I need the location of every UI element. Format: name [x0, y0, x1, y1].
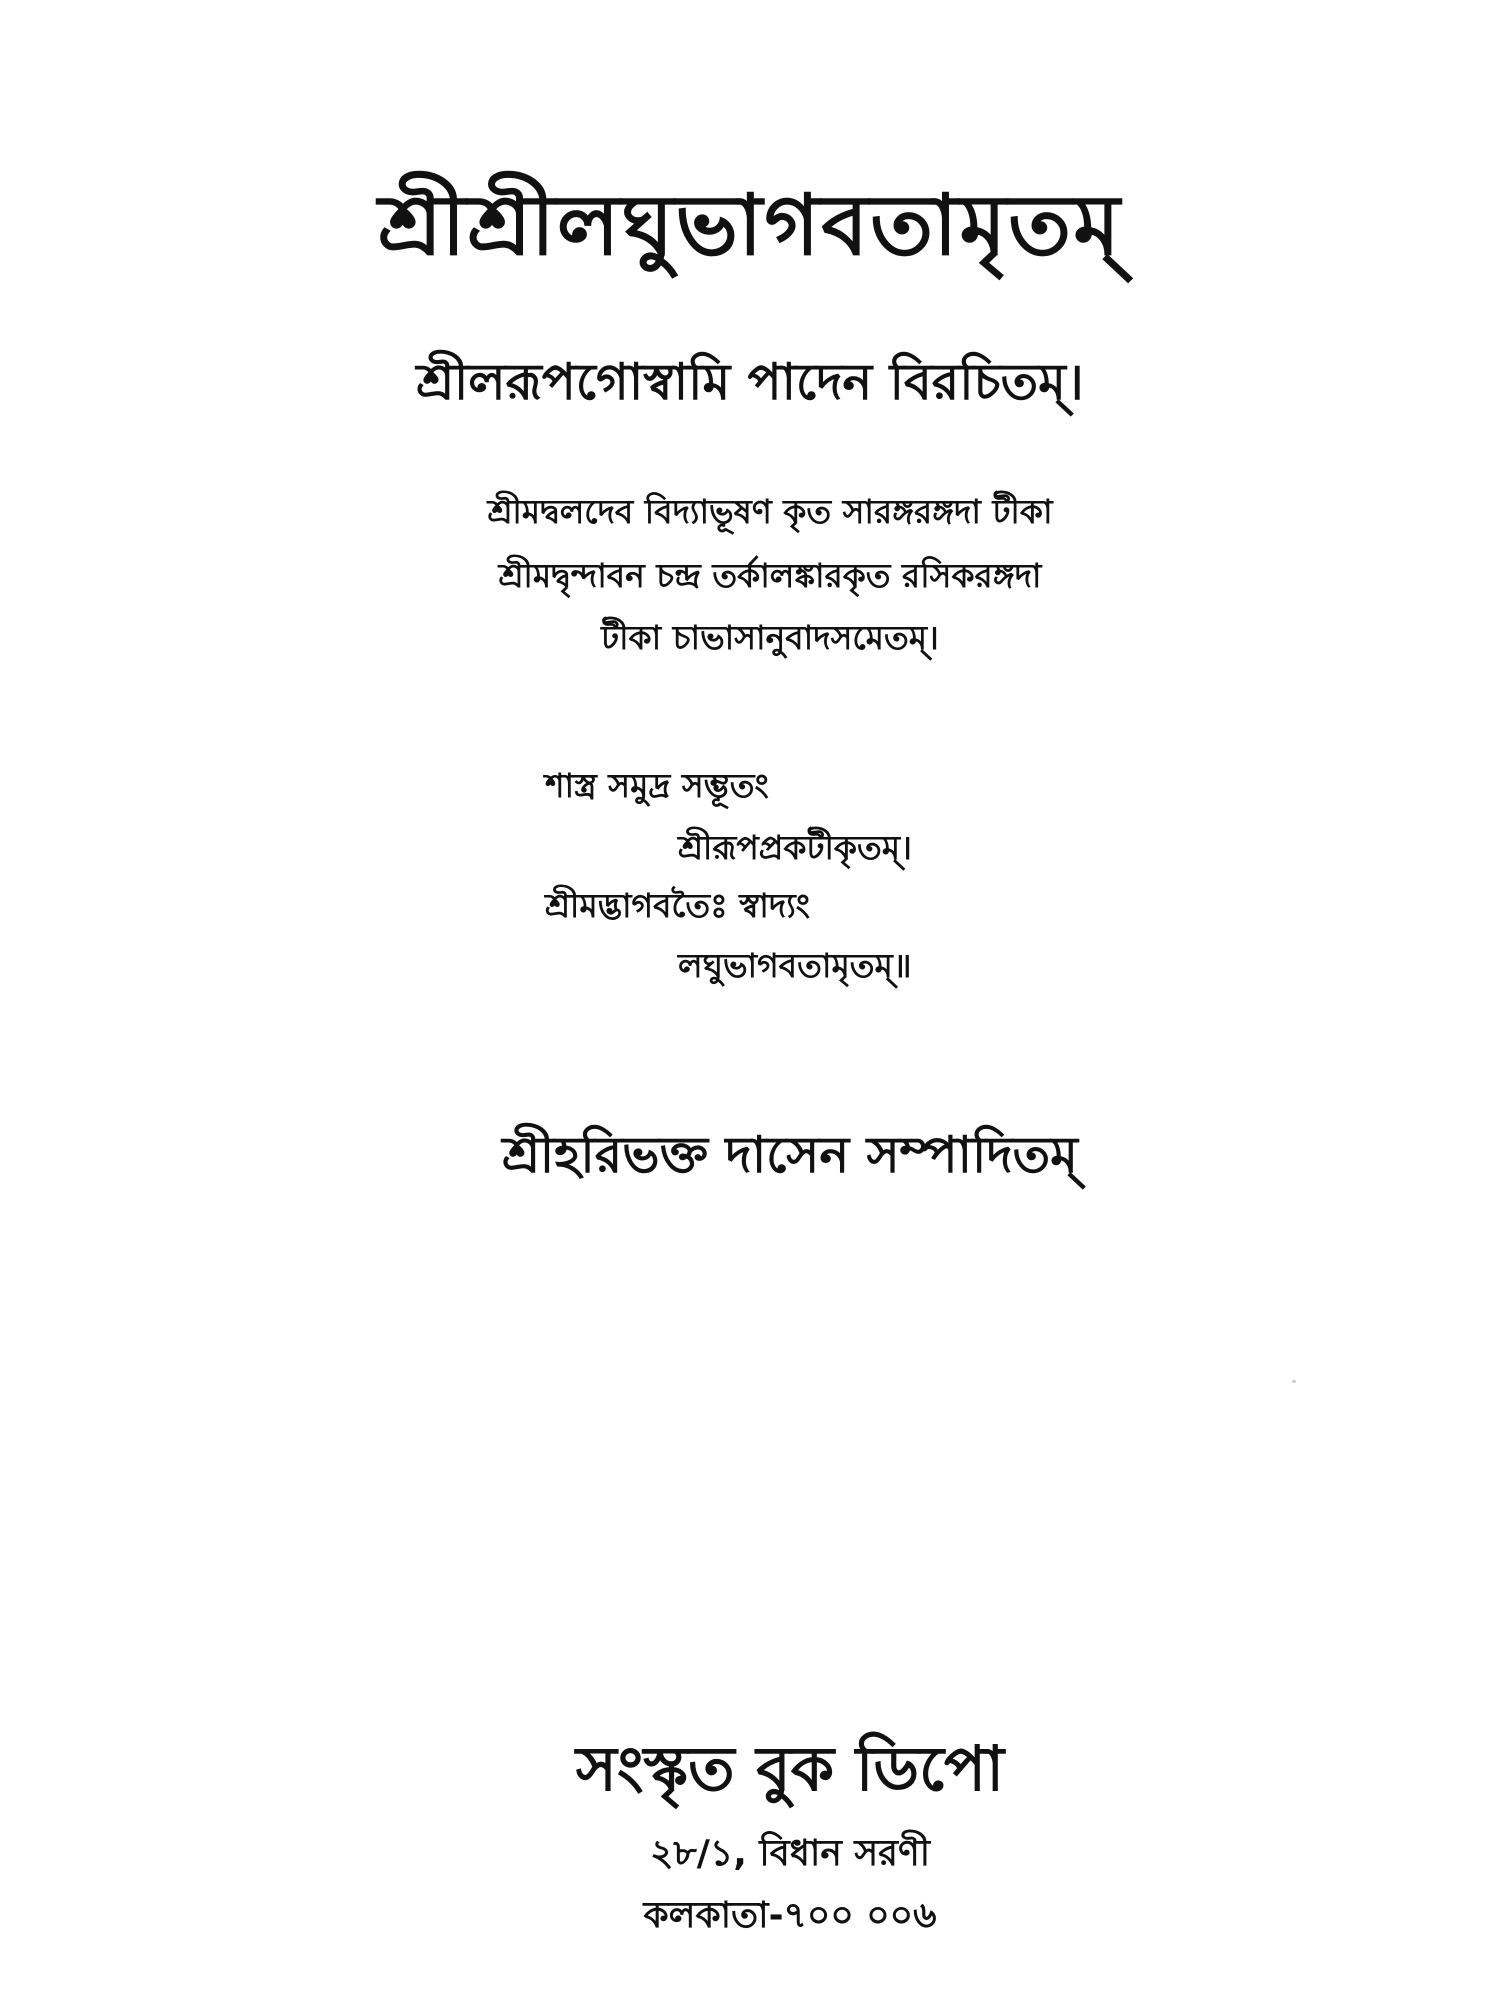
publisher-address: ২৮/১, বিধান সরণী — [649, 1833, 931, 1874]
author-line: শ্রীলরূপগোস্বামি পাদেন বিরচিতম্। — [416, 353, 1084, 411]
publisher-name: সংস্কৃত বুক ডিপো — [575, 1732, 1005, 1805]
verse-line-4: লঘুভাগবতামৃতম্॥ — [678, 946, 912, 985]
verse-line-3: শ্রীমদ্ভাগবতৈঃ স্বাদ্যং — [545, 886, 810, 925]
paper-speck — [1292, 1380, 1296, 1383]
publisher-city: কলকাতা-৭০০ ০০৬ — [643, 1895, 937, 1936]
commentary-line-1: শ্রীমদ্বলদেব বিদ্যাভূষণ কৃত সারঙ্গরঙ্গদা টীকা — [487, 492, 1053, 531]
verse-line-2: শ্রীরূপপ্রকটীকৃতম্। — [678, 828, 912, 867]
verse-line-1: শাস্ত্র সমুদ্র সম্ভূতং — [545, 766, 769, 805]
editor-line: শ্রীহরিভক্ত দাসেন সম্পাদিতম্ — [502, 1126, 1078, 1184]
book-title: শ্রীশ্রীলঘুভাগবতামৃতম্ — [378, 176, 1122, 274]
commentary-line-2: শ্রীমদ্বৃন্দাবন চন্দ্র তর্কালঙ্কারকৃত রসিকরঙ্গদা — [498, 556, 1042, 595]
commentary-line-3: টীকা চাভাসানুবাদসমেতম্। — [601, 618, 939, 657]
